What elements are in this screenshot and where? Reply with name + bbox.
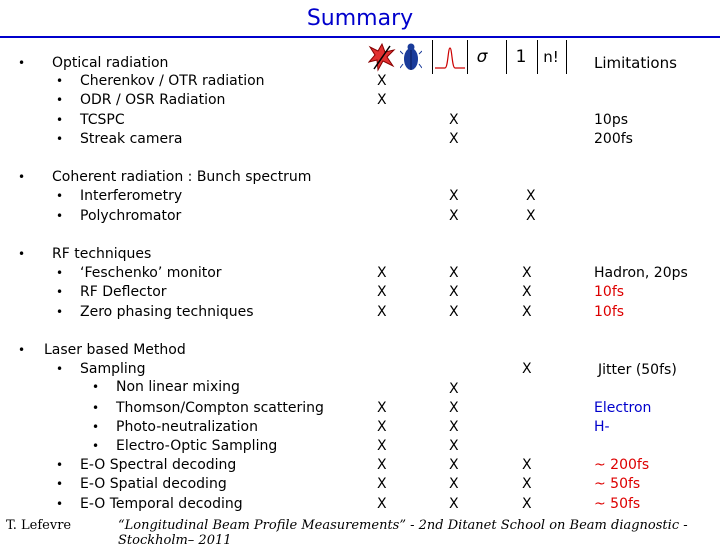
rf-item-deflector: RF Deflector xyxy=(80,284,167,300)
sub-sub-bullet: • xyxy=(92,380,100,394)
sub-bullet: • xyxy=(56,458,64,472)
mark-x: X xyxy=(526,208,536,224)
mark-x: X xyxy=(449,457,459,473)
bullet-coherent: • xyxy=(18,170,26,184)
header-one: 1 xyxy=(515,47,527,67)
laser-sampling: Sampling xyxy=(80,361,146,377)
mark-x: X xyxy=(522,496,532,512)
sampling-thomson-compton: Thomson/Compton scattering xyxy=(116,400,324,416)
slide-title: Summary xyxy=(306,6,414,31)
bullet-laser: • xyxy=(18,343,26,357)
pulse-profile-icon xyxy=(433,40,467,74)
eo-spectral-decoding: E-O Spectral decoding xyxy=(80,457,237,473)
mark-x: X xyxy=(377,304,387,320)
footer-event: “Longitudinal Beam Profile Measurements” - 2nd Ditanet School on Beam diagnostic - Stockholm– 2011 xyxy=(118,518,688,548)
mark-x: X xyxy=(449,131,459,147)
sub-bullet: • xyxy=(56,362,64,376)
mark-x: X xyxy=(449,208,459,224)
mark-x: X xyxy=(449,304,459,320)
mark-x: X xyxy=(449,419,459,435)
optical-label: Optical radiation xyxy=(52,55,169,71)
header-nfact: n! xyxy=(543,48,559,66)
rf-label: RF techniques xyxy=(52,246,152,262)
mark-x: X xyxy=(449,400,459,416)
sub-bullet: • xyxy=(56,497,64,511)
header-box-profile xyxy=(432,40,468,74)
coherent-item-polychromator: Polychromator xyxy=(80,208,182,224)
mark-x: X xyxy=(377,496,387,512)
mark-x: X xyxy=(377,476,387,492)
sub-bullet: • xyxy=(56,132,64,146)
mark-x: X xyxy=(377,284,387,300)
limit-jitter: Jitter (50fs) xyxy=(598,362,677,378)
bullet-rf: • xyxy=(18,247,26,261)
mark-x: X xyxy=(449,265,459,281)
optical-item-streak: Streak camera xyxy=(80,131,183,147)
mark-x: X xyxy=(522,284,532,300)
mark-x: X xyxy=(522,476,532,492)
sub-bullet: • xyxy=(56,477,64,491)
mark-x: X xyxy=(522,304,532,320)
optical-item-cherenkov: Cherenkov / OTR radiation xyxy=(80,73,265,89)
limit-electron: Electron xyxy=(594,400,652,416)
sampling-nonlinear-mixing: Non linear mixing xyxy=(116,379,240,395)
limit-zero-phasing: 10fs xyxy=(594,304,625,320)
limit-hadron: Hadron, 20ps xyxy=(594,265,688,281)
sub-bullet: • xyxy=(56,305,64,319)
sub-bullet: • xyxy=(56,189,64,203)
sub-bullet: • xyxy=(56,93,64,107)
sub-bullet: • xyxy=(56,74,64,88)
mark-x: X xyxy=(449,496,459,512)
laser-label: Laser based Method xyxy=(44,342,186,358)
bullet-optical: • xyxy=(18,56,26,70)
coherent-item-interferometry: Interferometry xyxy=(80,188,183,204)
eo-spatial-decoding: E-O Spatial decoding xyxy=(80,476,227,492)
limit-10ps: 10ps xyxy=(594,112,628,128)
limit-hminus: H- xyxy=(594,419,610,435)
eo-temporal-decoding: E-O Temporal decoding xyxy=(80,496,243,512)
header-limitations: Limitations xyxy=(594,54,677,72)
sub-bullet: • xyxy=(56,209,64,223)
mark-x: X xyxy=(449,112,459,128)
mark-x: X xyxy=(449,188,459,204)
mark-x: X xyxy=(377,419,387,435)
sub-bullet: • xyxy=(56,285,64,299)
sampling-electro-optic: Electro-Optic Sampling xyxy=(116,438,278,454)
header-sigma: σ xyxy=(476,47,488,67)
sub-bullet: • xyxy=(56,266,64,280)
mark-x: X xyxy=(522,265,532,281)
limit-rf-deflector: 10fs xyxy=(594,284,625,300)
sampling-photo-neutralization: Photo-neutralization xyxy=(116,419,258,435)
header-icons xyxy=(366,42,428,74)
optical-item-tcspc: TCSPC xyxy=(80,112,125,128)
limit-eo-spectral: ~ 200fs xyxy=(594,457,650,473)
mark-x: X xyxy=(377,265,387,281)
beetle-icon xyxy=(400,42,422,72)
mark-x: X xyxy=(377,73,387,89)
limit-eo-spatial: ~ 50fs xyxy=(594,476,641,492)
optical-item-odr: ODR / OSR Radiation xyxy=(80,92,226,108)
mark-x: X xyxy=(377,438,387,454)
mark-x: X xyxy=(449,476,459,492)
sub-bullet: • xyxy=(56,113,64,127)
sub-sub-bullet: • xyxy=(92,439,100,453)
sub-sub-bullet: • xyxy=(92,401,100,415)
mark-x: X xyxy=(377,92,387,108)
mark-x: X xyxy=(522,457,532,473)
mark-x: X xyxy=(522,361,532,377)
limit-200fs: 200fs xyxy=(594,131,633,147)
title-underline xyxy=(0,36,720,38)
mark-x: X xyxy=(449,284,459,300)
rf-item-feschenko: ‘Feschenko’ monitor xyxy=(80,265,222,281)
coherent-label: Coherent radiation : Bunch spectrum xyxy=(52,169,312,185)
sub-sub-bullet: • xyxy=(92,420,100,434)
mark-x: X xyxy=(526,188,536,204)
destruction-icon xyxy=(368,42,396,72)
mark-x: X xyxy=(377,457,387,473)
mark-x: X xyxy=(377,400,387,416)
mark-x: X xyxy=(449,381,459,397)
footer-author: T. Lefevre xyxy=(6,518,72,533)
limit-eo-temporal: ~ 50fs xyxy=(594,496,641,512)
rf-item-zero-phasing: Zero phasing techniques xyxy=(80,304,254,320)
mark-x: X xyxy=(449,438,459,454)
